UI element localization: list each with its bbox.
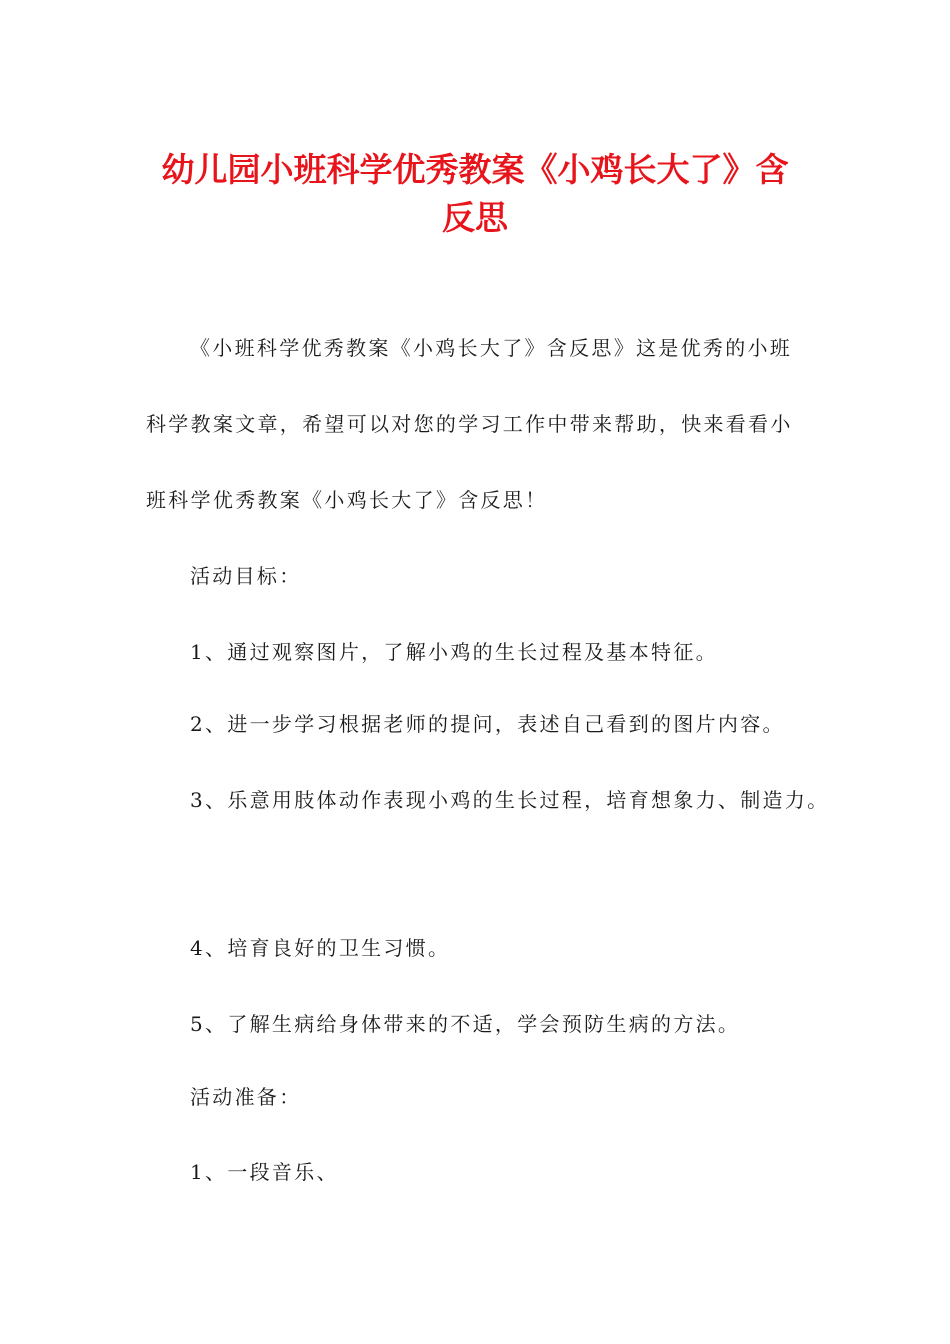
document-title-line-1: 幼儿园小班科学优秀教案《小鸡长大了》含: [161, 150, 789, 189]
prep-item: 1、一段音乐、: [190, 1160, 339, 1184]
goal-item: 4、培育良好的卫生习惯。: [190, 936, 451, 960]
document-title-line-2: 反思: [442, 198, 508, 237]
goal-item: 3、乐意用肢体动作表现小鸡的生长过程，培育想象力、制造力。: [190, 788, 830, 812]
intro-line-2: 科学教案文章，希望可以对您的学习工作中带来帮助，快来看看小: [146, 412, 793, 436]
goal-item: 2、进一步学习根据老师的提问，表述自己看到的图片内容。: [190, 712, 785, 736]
goal-item: 5、了解生病给身体带来的不适，学会预防生病的方法。: [190, 1012, 741, 1036]
goal-item: 1、通过观察图片，了解小鸡的生长过程及基本特征。: [190, 640, 718, 664]
intro-line-1: 《小班科学优秀教案《小鸡长大了》含反思》这是优秀的小班: [190, 336, 793, 360]
prep-heading: 活动准备：: [190, 1085, 302, 1109]
goals-heading: 活动目标：: [190, 564, 302, 588]
intro-line-3: 班科学优秀教案《小鸡长大了》含反思！: [146, 488, 548, 512]
